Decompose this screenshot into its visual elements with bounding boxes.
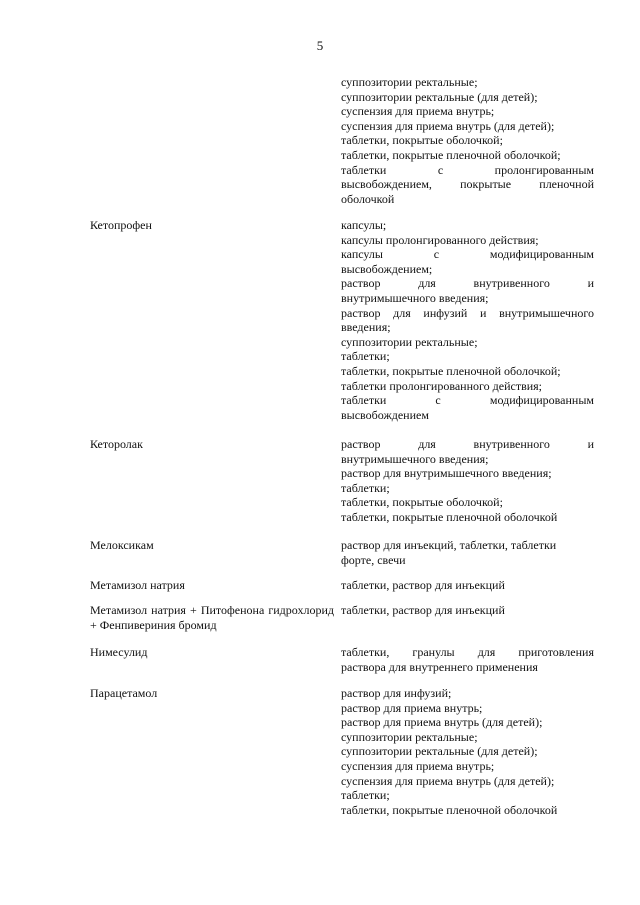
dosage-form-line: раствора для внутреннего применения xyxy=(341,659,538,674)
dosage-form-line: оболочкой xyxy=(341,191,395,206)
dosage-form-line: внутримышечного введения; xyxy=(341,290,489,305)
dosage-form-line: суппозитории ректальные; xyxy=(341,334,478,349)
dosage-form-line: суппозитории ректальные; xyxy=(341,729,478,744)
dosage-form-line: высвобождением, покрытые пленочной xyxy=(341,177,594,192)
dosage-form-line: раствор для инфузий и внутримышечного xyxy=(341,305,594,320)
dosage-forms xyxy=(341,437,594,525)
dosage-form-line: введения; xyxy=(341,320,391,335)
dosage-forms xyxy=(341,578,594,593)
dosage-form-line: раствор для инъекций, таблетки, таблетки xyxy=(341,538,557,552)
dosage-form-line: высвобождением; xyxy=(341,261,433,276)
dosage-form-line: таблетки, покрытые пленочной оболочкой; xyxy=(341,363,561,378)
dosage-form-line: раствор для приема внутрь (для детей); xyxy=(341,715,543,730)
dosage-forms xyxy=(341,645,594,674)
dosage-form-line: таблетки пролонгированного действия; xyxy=(341,378,543,393)
drug-name: Кеторолак xyxy=(90,437,143,451)
dosage-form-line: таблетки, покрытые оболочкой; xyxy=(341,133,503,148)
page-number: 5 xyxy=(316,38,324,53)
dosage-form-line: суппозитории ректальные (для детей); xyxy=(341,744,538,759)
dosage-form-line: суппозитории ректальные; xyxy=(341,75,478,89)
dosage-forms xyxy=(341,603,594,618)
dosage-form-line: суппозитории ректальные (для детей); xyxy=(341,89,538,104)
dosage-form-line: таблетки, покрытые пленочной оболочкой xyxy=(341,509,558,524)
dosage-form-line: суспензия для приема внутрь (для детей); xyxy=(341,773,555,788)
dosage-form-line: суспензия для приема внутрь (для детей); xyxy=(341,118,555,133)
dosage-form-line: таблетки; xyxy=(341,788,390,803)
dosage-form-line: внутримышечного введения; xyxy=(341,451,489,466)
dosage-form-line: таблетки; xyxy=(341,480,390,495)
dosage-form-line: капсулы; xyxy=(341,218,387,232)
dosage-form-line: таблетки с модифицированным xyxy=(341,393,594,408)
dosage-form-line: таблетки с пролонгированным xyxy=(341,162,594,177)
dosage-form-line: таблетки, раствор для инъекций xyxy=(341,578,505,592)
dosage-form-line: раствор для приема внутрь; xyxy=(341,700,483,715)
dosage-form-line: суспензия для приема внутрь; xyxy=(341,758,495,773)
dosage-form-line: таблетки, покрытые пленочной оболочкой xyxy=(341,802,558,817)
dosage-form-line: таблетки, гранулы для приготовления xyxy=(341,645,594,659)
dosage-forms xyxy=(341,686,594,817)
dosage-form-line: раствор для внутривенного и xyxy=(341,276,594,291)
dosage-forms xyxy=(341,75,594,206)
drug-name: Нимесулид xyxy=(90,645,148,659)
drug-name: Парацетамол xyxy=(90,686,158,700)
dosage-form-line: раствор для инфузий; xyxy=(341,686,452,700)
dosage-form-line: капсулы с модифицированным xyxy=(341,247,594,262)
dosage-form-line: суспензия для приема внутрь; xyxy=(341,104,495,119)
dosage-form-line: раствор для внутривенного и xyxy=(341,437,594,451)
dosage-forms xyxy=(341,218,594,422)
dosage-form-line: высвобождением xyxy=(341,407,429,422)
drug-name: Мелоксикам xyxy=(90,538,154,552)
dosage-form-line: таблетки, раствор для инъекций xyxy=(341,603,505,617)
dosage-form-line: таблетки, покрытые пленочной оболочкой; xyxy=(341,147,561,162)
dosage-form-line: таблетки, покрытые оболочкой; xyxy=(341,495,503,510)
drug-name: Метамизол натрия xyxy=(90,578,185,592)
drug-name: Метамизол натрия + Питофенона гидрохлорид + Фенпивериния бромид xyxy=(90,603,334,632)
drug-name: Кетопрофен xyxy=(90,218,152,232)
dosage-forms xyxy=(341,538,594,567)
dosage-form-line: капсулы пролонгированного действия; xyxy=(341,232,539,247)
dosage-form-line: раствор для внутримышечного введения; xyxy=(341,466,552,481)
dosage-form-line: форте, свечи xyxy=(341,552,406,567)
dosage-form-line: таблетки; xyxy=(341,349,390,364)
